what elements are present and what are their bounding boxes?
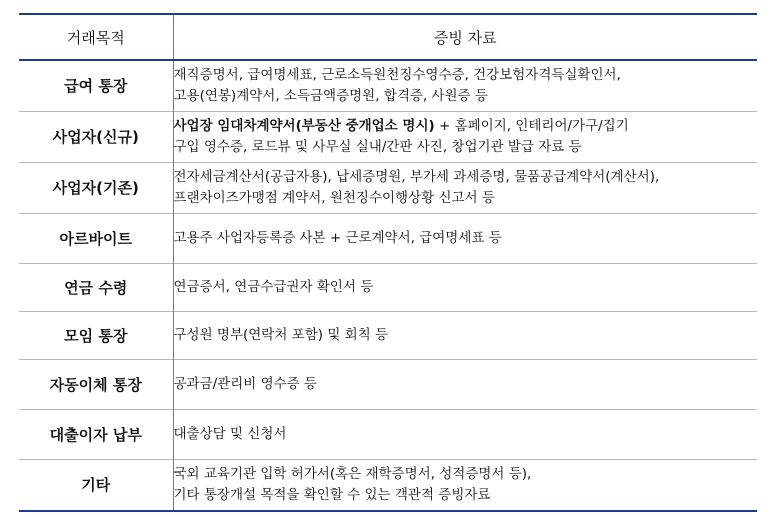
documents-line: 프랜차이즈가맹점 계약서, 원천징수이행상황 신고서 등 xyxy=(173,189,495,206)
purpose-cell: 사업자(신규) xyxy=(19,111,173,162)
purpose-cell: 모임 통장 xyxy=(19,311,173,359)
purpose-cell: 대출이자 납부 xyxy=(19,409,173,459)
documents-line xyxy=(174,116,758,137)
table-body xyxy=(19,60,757,511)
header-documents: 증빙 자료 xyxy=(173,14,757,60)
purpose-cell: 급여 통장 xyxy=(19,60,173,111)
table-row xyxy=(19,459,757,511)
table-row xyxy=(19,162,757,213)
purpose-cell: 기타 xyxy=(19,459,173,511)
documents-line: 국외 교육기관 입학 허가서(혹은 재학증명서, 성적증명서 등), xyxy=(173,465,532,482)
documents-line: 구성원 명부(연락처 포함) 및 회칙 등 xyxy=(173,326,389,343)
documents-line: 고용(연봉)계약서, 소득금액증명원, 합격증, 사원증 등 xyxy=(173,87,488,104)
documents-line: 공과금/관리비 영수증 등 xyxy=(173,375,318,392)
documents-line: 연금증서, 연금수급권자 확인서 등 xyxy=(173,278,374,295)
table-row xyxy=(19,111,757,162)
table-row xyxy=(19,213,757,263)
documents-line: 구입 영수증, 로드뷰 및 사무실 실내/간판 사진, 창업기관 발급 자료 등 xyxy=(173,138,582,155)
documents-emphasis: 사업장 임대차계약서(부동산 중개업소 명시) xyxy=(173,117,435,134)
documents-cell xyxy=(173,111,757,162)
documents-line: 고용주 사업자등록증 사본 + 근로계약서, 급여명세표 등 xyxy=(173,229,502,246)
documents-cell xyxy=(173,213,757,263)
documents-cell xyxy=(173,60,757,111)
purpose-cell: 사업자(기존) xyxy=(19,162,173,213)
documents-cell xyxy=(173,359,757,409)
table-row xyxy=(19,60,757,111)
header-purpose: 거래목적 xyxy=(19,14,173,60)
header-row xyxy=(19,14,757,60)
documents-cell xyxy=(173,311,757,359)
table-row xyxy=(19,409,757,459)
documents-line: 재직증명서, 급여명세표, 근로소득원천징수영수증, 건강보험자격득실확인서, xyxy=(173,66,621,83)
evidence-documents-table xyxy=(19,13,757,512)
documents-line: 기타 통장개설 목적을 확인할 수 있는 객관적 증빙자료 xyxy=(173,486,491,503)
table-row xyxy=(19,311,757,359)
table-header xyxy=(19,14,757,60)
documents-cell xyxy=(173,409,757,459)
documents-cell xyxy=(173,162,757,213)
purpose-cell: 아르바이트 xyxy=(19,213,173,263)
documents-cell xyxy=(173,263,757,311)
documents-text: + 홈페이지, 인테리어/가구/집기 xyxy=(434,117,629,134)
table-row xyxy=(19,263,757,311)
documents-cell xyxy=(173,459,757,511)
documents-line: 대출상담 및 신청서 xyxy=(173,425,287,442)
table-row xyxy=(19,359,757,409)
documents-line: 전자세금계산서(공급자용), 납세증명원, 부가세 과세증명, 물품공급계약서(계산서), xyxy=(173,168,660,185)
purpose-cell: 연금 수령 xyxy=(19,263,173,311)
purpose-cell: 자동이체 통장 xyxy=(19,359,173,409)
